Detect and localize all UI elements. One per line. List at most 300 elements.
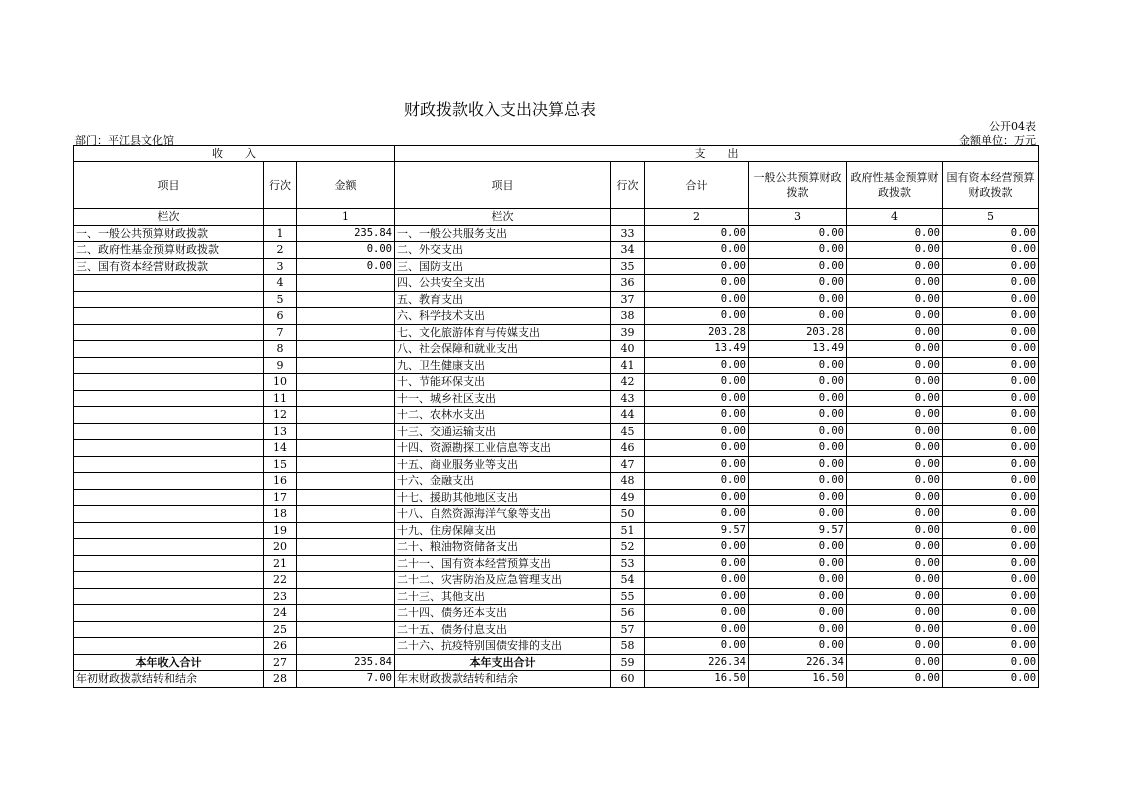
income-section-header: 收 入: [74, 146, 395, 162]
expense-general-cell: 0.00: [749, 456, 847, 473]
income-amount-cell: [297, 374, 395, 391]
expense-state-cell: 0.00: [943, 258, 1039, 275]
col-header-item: 项目: [74, 162, 264, 209]
expense-total-cell: 0.00: [645, 588, 749, 605]
income-line-no-cell: 4: [264, 275, 297, 292]
expense-fund-cell: 0.00: [847, 440, 943, 457]
expense-total-cell: 0.00: [645, 390, 749, 407]
expense-total-cell: 0.00: [645, 605, 749, 622]
expense-general-cell: 0.00: [749, 621, 847, 638]
expense-total-cell: 0.00: [645, 539, 749, 556]
income-item-cell: [74, 341, 264, 358]
expense-general-cell: 0.00: [749, 605, 847, 622]
income-line-no-cell: 23: [264, 588, 297, 605]
expense-state-cell: 0.00: [943, 374, 1039, 391]
income-amount-cell: [297, 572, 395, 589]
expense-general-cell: 0.00: [749, 242, 847, 259]
expense-total-cell: 203.28: [645, 324, 749, 341]
income-amount-cell: [297, 456, 395, 473]
income-amount-cell: 235.84: [297, 654, 395, 671]
expense-fund-cell: 0.00: [847, 671, 943, 688]
expense-state-cell: 0.00: [943, 357, 1039, 374]
expense-state-cell: 0.00: [943, 291, 1039, 308]
expense-fund-cell: 0.00: [847, 522, 943, 539]
expense-state-cell: 0.00: [943, 671, 1039, 688]
expense-line-no-cell: 45: [611, 423, 645, 440]
expense-general-cell: 0.00: [749, 588, 847, 605]
expense-line-no-cell: 44: [611, 407, 645, 424]
income-line-no-cell: 7: [264, 324, 297, 341]
expense-state-cell: 0.00: [943, 423, 1039, 440]
income-line-no-cell: 3: [264, 258, 297, 275]
table-row: [74, 440, 1039, 457]
income-amount-cell: [297, 621, 395, 638]
expense-general-cell: 0.00: [749, 374, 847, 391]
income-item-cell: 年初财政拨款结转和结余: [74, 671, 264, 688]
expense-total-cell: 9.57: [645, 522, 749, 539]
income-item-cell: [74, 605, 264, 622]
expense-line-no-cell: 36: [611, 275, 645, 292]
expense-state-cell: 0.00: [943, 489, 1039, 506]
expense-total-cell: 0.00: [645, 456, 749, 473]
expense-total-cell: 0.00: [645, 506, 749, 523]
expense-line-no-cell: 48: [611, 473, 645, 490]
income-amount-cell: [297, 423, 395, 440]
income-line-no-cell: 10: [264, 374, 297, 391]
section-header-row: [74, 146, 1039, 162]
income-item-cell: 三、国有资本经营财政拨款: [74, 258, 264, 275]
expense-line-no-cell: 58: [611, 638, 645, 655]
col-index-blank: [264, 209, 297, 226]
income-item-cell: [74, 291, 264, 308]
expense-general-cell: 0.00: [749, 407, 847, 424]
expense-state-cell: 0.00: [943, 275, 1039, 292]
expense-fund-cell: 0.00: [847, 258, 943, 275]
expense-total-cell: 0.00: [645, 374, 749, 391]
expense-general-cell: 0.00: [749, 572, 847, 589]
income-item-cell: [74, 506, 264, 523]
income-amount-cell: [297, 357, 395, 374]
col-index-total: 2: [645, 209, 749, 226]
col-index-general: 3: [749, 209, 847, 226]
expense-line-no-cell: 33: [611, 225, 645, 242]
income-line-no-cell: 26: [264, 638, 297, 655]
expense-item-cell: 一、一般公共服务支出: [395, 225, 611, 242]
income-line-no-cell: 14: [264, 440, 297, 457]
income-amount-cell: [297, 605, 395, 622]
expense-total-cell: 13.49: [645, 341, 749, 358]
expense-fund-cell: 0.00: [847, 341, 943, 358]
expense-state-cell: 0.00: [943, 456, 1039, 473]
expense-item-cell: 二十五、债务付息支出: [395, 621, 611, 638]
income-item-cell: [74, 423, 264, 440]
table-row: [74, 407, 1039, 424]
expense-item-cell: 八、社会保障和就业支出: [395, 341, 611, 358]
expense-fund-cell: 0.00: [847, 291, 943, 308]
income-item-cell: 二、政府性基金预算财政拨款: [74, 242, 264, 259]
income-line-no-cell: 17: [264, 489, 297, 506]
expense-total-cell: 0.00: [645, 357, 749, 374]
table-row: [74, 390, 1039, 407]
income-line-no-cell: 11: [264, 390, 297, 407]
income-item-cell: [74, 539, 264, 556]
table-row: [74, 291, 1039, 308]
expense-item-cell: 十四、资源勘探工业信息等支出: [395, 440, 611, 457]
expense-line-no-cell: 56: [611, 605, 645, 622]
expense-total-cell: 0.00: [645, 258, 749, 275]
expense-general-cell: 0.00: [749, 473, 847, 490]
income-line-no-cell: 19: [264, 522, 297, 539]
income-line-no-cell: 20: [264, 539, 297, 556]
expense-line-no-cell: 34: [611, 242, 645, 259]
expense-fund-cell: 0.00: [847, 539, 943, 556]
expense-fund-cell: 0.00: [847, 407, 943, 424]
expense-general-cell: 0.00: [749, 539, 847, 556]
expense-total-cell: 226.34: [645, 654, 749, 671]
expense-state-cell: 0.00: [943, 605, 1039, 622]
expense-item-cell: 十、节能环保支出: [395, 374, 611, 391]
income-line-no-cell: 25: [264, 621, 297, 638]
income-item-cell: [74, 456, 264, 473]
table-row: [74, 506, 1039, 523]
table-row: [74, 555, 1039, 572]
expense-fund-cell: 0.00: [847, 572, 943, 589]
total-row: [74, 654, 1039, 671]
table-row: [74, 605, 1039, 622]
table-row: [74, 275, 1039, 292]
col-index-fund: 4: [847, 209, 943, 226]
income-amount-cell: [297, 522, 395, 539]
expense-line-no-cell: 40: [611, 341, 645, 358]
col-header-fund: 政府性基金预算财政拨款: [847, 162, 943, 209]
form-id: 公开04表: [989, 120, 1036, 133]
expense-item-cell: 二十一、国有资本经营预算支出: [395, 555, 611, 572]
expense-fund-cell: 0.00: [847, 654, 943, 671]
col-header-total: 合计: [645, 162, 749, 209]
expense-general-cell: 226.34: [749, 654, 847, 671]
table-row: [74, 357, 1039, 374]
expense-general-cell: 0.00: [749, 225, 847, 242]
expense-total-cell: 16.50: [645, 671, 749, 688]
income-amount-cell: [297, 390, 395, 407]
expense-state-cell: 0.00: [943, 242, 1039, 259]
expense-state-cell: 0.00: [943, 621, 1039, 638]
col-header-amount: 金额: [297, 162, 395, 209]
col-header-line-no: 行次: [264, 162, 297, 209]
expense-total-cell: 0.00: [645, 291, 749, 308]
expense-total-cell: 0.00: [645, 489, 749, 506]
expense-total-cell: 0.00: [645, 621, 749, 638]
table-row: [74, 308, 1039, 325]
expense-section-header: 支 出: [395, 146, 1039, 162]
expense-item-cell: 十九、住房保障支出: [395, 522, 611, 539]
expense-fund-cell: 0.00: [847, 638, 943, 655]
fiscal-summary-table: [73, 145, 1039, 688]
income-item-cell: [74, 324, 264, 341]
income-item-cell: [74, 489, 264, 506]
expense-state-cell: 0.00: [943, 654, 1039, 671]
income-item-cell: 本年收入合计: [74, 654, 264, 671]
table-row: [74, 242, 1039, 259]
unit-label: 金额单位：万元: [959, 134, 1036, 147]
expense-item-cell: 十二、农林水支出: [395, 407, 611, 424]
expense-state-cell: 0.00: [943, 390, 1039, 407]
income-line-no-cell: 12: [264, 407, 297, 424]
income-item-cell: [74, 555, 264, 572]
income-amount-cell: [297, 275, 395, 292]
income-item-cell: [74, 588, 264, 605]
expense-item-cell: 七、文化旅游体育与传媒支出: [395, 324, 611, 341]
income-amount-cell: [297, 489, 395, 506]
expense-fund-cell: 0.00: [847, 374, 943, 391]
expense-general-cell: 0.00: [749, 423, 847, 440]
income-amount-cell: [297, 638, 395, 655]
col-header-exp-item: 项目: [395, 162, 611, 209]
expense-state-cell: 0.00: [943, 555, 1039, 572]
expense-total-cell: 0.00: [645, 225, 749, 242]
expense-general-cell: 9.57: [749, 522, 847, 539]
expense-general-cell: 0.00: [749, 258, 847, 275]
table-row: [74, 374, 1039, 391]
expense-state-cell: 0.00: [943, 341, 1039, 358]
expense-line-no-cell: 38: [611, 308, 645, 325]
expense-item-cell: 十三、交通运输支出: [395, 423, 611, 440]
expense-line-no-cell: 46: [611, 440, 645, 457]
expense-item-cell: 五、教育支出: [395, 291, 611, 308]
expense-fund-cell: 0.00: [847, 275, 943, 292]
income-amount-cell: [297, 539, 395, 556]
department-label: 部门：平江县文化馆: [75, 134, 174, 147]
expense-item-cell: 二十二、灾害防治及应急管理支出: [395, 572, 611, 589]
table-row: [74, 572, 1039, 589]
income-amount-cell: [297, 341, 395, 358]
expense-general-cell: 0.00: [749, 275, 847, 292]
expense-fund-cell: 0.00: [847, 456, 943, 473]
expense-item-cell: 二十、粮油物资储备支出: [395, 539, 611, 556]
expense-line-no-cell: 39: [611, 324, 645, 341]
income-amount-cell: 0.00: [297, 258, 395, 275]
income-line-no-cell: 22: [264, 572, 297, 589]
expense-item-cell: 十八、自然资源海洋气象等支出: [395, 506, 611, 523]
income-line-no-cell: 27: [264, 654, 297, 671]
expense-item-cell: 九、卫生健康支出: [395, 357, 611, 374]
income-item-cell: [74, 522, 264, 539]
expense-line-no-cell: 55: [611, 588, 645, 605]
income-item-cell: [74, 374, 264, 391]
income-amount-cell: 235.84: [297, 225, 395, 242]
expense-fund-cell: 0.00: [847, 390, 943, 407]
table-row: [74, 588, 1039, 605]
income-item-cell: [74, 308, 264, 325]
income-line-no-cell: 5: [264, 291, 297, 308]
income-amount-cell: [297, 473, 395, 490]
income-line-no-cell: 28: [264, 671, 297, 688]
expense-fund-cell: 0.00: [847, 506, 943, 523]
table-row: [74, 539, 1039, 556]
expense-total-cell: 0.00: [645, 275, 749, 292]
col-header-exp-line-no: 行次: [611, 162, 645, 209]
expense-state-cell: 0.00: [943, 324, 1039, 341]
expense-total-cell: 0.00: [645, 242, 749, 259]
expense-state-cell: 0.00: [943, 638, 1039, 655]
income-line-no-cell: 8: [264, 341, 297, 358]
income-line-no-cell: 6: [264, 308, 297, 325]
expense-fund-cell: 0.00: [847, 588, 943, 605]
expense-line-no-cell: 59: [611, 654, 645, 671]
expense-general-cell: 0.00: [749, 291, 847, 308]
expense-line-no-cell: 49: [611, 489, 645, 506]
expense-fund-cell: 0.00: [847, 357, 943, 374]
expense-line-no-cell: 41: [611, 357, 645, 374]
expense-total-cell: 0.00: [645, 407, 749, 424]
income-item-cell: [74, 390, 264, 407]
expense-general-cell: 0.00: [749, 638, 847, 655]
income-line-no-cell: 24: [264, 605, 297, 622]
table-row: [74, 225, 1039, 242]
expense-item-cell: 二十六、抗疫特别国债安排的支出: [395, 638, 611, 655]
expense-fund-cell: 0.00: [847, 473, 943, 490]
table-row: [74, 258, 1039, 275]
expense-line-no-cell: 43: [611, 390, 645, 407]
expense-state-cell: 0.00: [943, 440, 1039, 457]
table-row: [74, 473, 1039, 490]
expense-item-cell: 十五、商业服务业等支出: [395, 456, 611, 473]
col-header-state: 国有资本经营预算财政拨款: [943, 162, 1039, 209]
expense-fund-cell: 0.00: [847, 423, 943, 440]
income-amount-cell: [297, 407, 395, 424]
income-item-cell: [74, 621, 264, 638]
income-item-cell: [74, 407, 264, 424]
expense-fund-cell: 0.00: [847, 621, 943, 638]
expense-item-cell: 四、公共安全支出: [395, 275, 611, 292]
expense-fund-cell: 0.00: [847, 242, 943, 259]
expense-general-cell: 0.00: [749, 489, 847, 506]
expense-state-cell: 0.00: [943, 522, 1039, 539]
income-item-cell: [74, 357, 264, 374]
col-index-label: 栏次: [74, 209, 264, 226]
expense-fund-cell: 0.00: [847, 324, 943, 341]
expense-item-cell: 二十四、债务还本支出: [395, 605, 611, 622]
income-line-no-cell: 15: [264, 456, 297, 473]
expense-state-cell: 0.00: [943, 588, 1039, 605]
income-amount-cell: [297, 555, 395, 572]
income-line-no-cell: 13: [264, 423, 297, 440]
expense-fund-cell: 0.00: [847, 555, 943, 572]
expense-item-cell: 三、国防支出: [395, 258, 611, 275]
income-item-cell: [74, 572, 264, 589]
table-row: [74, 621, 1039, 638]
income-item-cell: [74, 638, 264, 655]
expense-item-cell: 六、科学技术支出: [395, 308, 611, 325]
income-line-no-cell: 18: [264, 506, 297, 523]
expense-state-cell: 0.00: [943, 506, 1039, 523]
expense-line-no-cell: 51: [611, 522, 645, 539]
expense-general-cell: 0.00: [749, 390, 847, 407]
col-index-state: 5: [943, 209, 1039, 226]
income-item-cell: [74, 473, 264, 490]
expense-line-no-cell: 54: [611, 572, 645, 589]
expense-general-cell: 0.00: [749, 555, 847, 572]
table-row: [74, 456, 1039, 473]
expense-general-cell: 0.00: [749, 357, 847, 374]
income-amount-cell: 7.00: [297, 671, 395, 688]
carry-over-row: [74, 671, 1039, 688]
expense-line-no-cell: 57: [611, 621, 645, 638]
expense-total-cell: 0.00: [645, 308, 749, 325]
col-index-exp-label: 栏次: [395, 209, 611, 226]
table-row: [74, 522, 1039, 539]
expense-general-cell: 0.00: [749, 506, 847, 523]
column-index-row: [74, 209, 1039, 226]
expense-state-cell: 0.00: [943, 473, 1039, 490]
expense-line-no-cell: 35: [611, 258, 645, 275]
income-amount-cell: [297, 506, 395, 523]
expense-line-no-cell: 50: [611, 506, 645, 523]
col-index-amount: 1: [297, 209, 395, 226]
expense-line-no-cell: 37: [611, 291, 645, 308]
expense-state-cell: 0.00: [943, 308, 1039, 325]
income-amount-cell: [297, 291, 395, 308]
income-item-cell: [74, 275, 264, 292]
expense-state-cell: 0.00: [943, 407, 1039, 424]
expense-general-cell: 203.28: [749, 324, 847, 341]
expense-total-cell: 0.00: [645, 473, 749, 490]
table-row: [74, 423, 1039, 440]
income-amount-cell: [297, 324, 395, 341]
income-amount-cell: [297, 588, 395, 605]
page-title: 财政拨款收入支出决算总表: [403, 100, 596, 119]
expense-general-cell: 0.00: [749, 440, 847, 457]
income-line-no-cell: 2: [264, 242, 297, 259]
expense-general-cell: 16.50: [749, 671, 847, 688]
income-line-no-cell: 16: [264, 473, 297, 490]
expense-line-no-cell: 53: [611, 555, 645, 572]
expense-general-cell: 0.00: [749, 308, 847, 325]
income-item-cell: 一、一般公共预算财政拨款: [74, 225, 264, 242]
expense-fund-cell: 0.00: [847, 605, 943, 622]
table-row: [74, 489, 1039, 506]
table-row: [74, 341, 1039, 358]
income-line-no-cell: 1: [264, 225, 297, 242]
column-header-row: [74, 162, 1039, 209]
expense-state-cell: 0.00: [943, 572, 1039, 589]
income-amount-cell: [297, 308, 395, 325]
expense-item-cell: 十一、城乡社区支出: [395, 390, 611, 407]
expense-line-no-cell: 42: [611, 374, 645, 391]
expense-total-cell: 0.00: [645, 638, 749, 655]
expense-item-cell: 本年支出合计: [395, 654, 611, 671]
col-header-general: 一般公共预算财政拨款: [749, 162, 847, 209]
expense-item-cell: 十七、援助其他地区支出: [395, 489, 611, 506]
expense-total-cell: 0.00: [645, 423, 749, 440]
expense-general-cell: 13.49: [749, 341, 847, 358]
table-row: [74, 638, 1039, 655]
expense-fund-cell: 0.00: [847, 489, 943, 506]
expense-item-cell: 二、外交支出: [395, 242, 611, 259]
income-item-cell: [74, 440, 264, 457]
income-line-no-cell: 9: [264, 357, 297, 374]
expense-fund-cell: 0.00: [847, 225, 943, 242]
income-line-no-cell: 21: [264, 555, 297, 572]
expense-line-no-cell: 47: [611, 456, 645, 473]
expense-item-cell: 年末财政拨款结转和结余: [395, 671, 611, 688]
expense-total-cell: 0.00: [645, 572, 749, 589]
expense-line-no-cell: 52: [611, 539, 645, 556]
expense-fund-cell: 0.00: [847, 308, 943, 325]
expense-total-cell: 0.00: [645, 555, 749, 572]
income-amount-cell: 0.00: [297, 242, 395, 259]
expense-item-cell: 十六、金融支出: [395, 473, 611, 490]
